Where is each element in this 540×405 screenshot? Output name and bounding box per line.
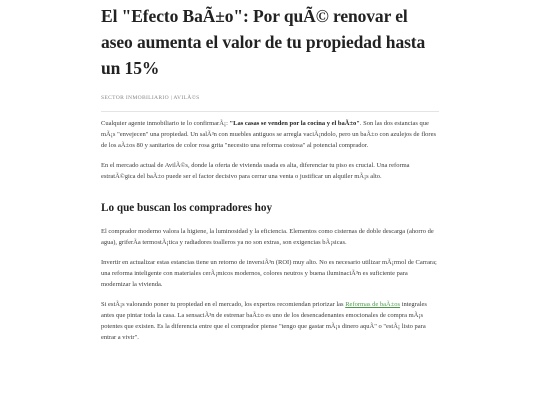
paragraph-intro [101, 118, 439, 151]
paragraph-market: En el mercado actual de AvilÃ©s, donde la oferta de vivienda usada es alta, diferenciar tu piso es crucial. Una reforma estratÃ©gica del baÃ±o puede ser el factor decisivo para cerrar una venta o justificar un alquiler mÃ¡s alto. [101, 162, 410, 180]
intro-quote: "Las casas se venden por la cocina y el baÃ±o" [229, 120, 360, 127]
section-heading: Lo que buscan los compradores hoy [101, 202, 273, 214]
article [101, 3, 439, 343]
paragraph-buyer: El comprador moderno valora la higiene, la luminosidad y la eficiencia. Elementos como cisternas de doble descarga (ahorro de agua), griferÃa termostÃ¡tica y radiadores toalleros ya no son extras, son exigencias bÃ¡sicas. [101, 228, 434, 246]
intro-text-start: Cualquier agente inmobiliario te lo confirmarÃ¡: [101, 120, 230, 127]
paragraph-investment: Invertir en actualizar estas estancias tiene un retorno de inversiÃ³n (ROI) muy alto. No es necesario utilizar mÃ¡rmol de Carrara; una reforma inteligente con materiales cerÃ¡micos modernos, colores neutros y buena iluminaciÃ³n es suficiente para modernizar la vivienda. [101, 259, 437, 288]
paragraph-recommendation [101, 299, 439, 343]
divider [101, 111, 439, 112]
recommendation-text-end: integrales antes que pintar toda la casa. La sensaciÃ³n de estrenar baÃ±o es uno de los desencadenantes emocionales de compra mÃ¡s potentes que existen. Es la diferencia entre que el comprador piense "tengo que gastar mÃ¡s dinero aquÃ" o "estÃ¡ listo para entrar a vivir". [101, 301, 427, 341]
article-title: El "Efecto BaÃ±o": Por quÃ© renovar el aseo aumenta el valor de tu propiedad hasta un 15% [101, 6, 426, 78]
intro-text-end: . Son las dos estancias que mÃ¡s "envejecen" una propiedad. Un salÃ³n con muebles antiguos se arregla vaciÃ¡ndolo, pero un baÃ±o con azulejos de flores de los aÃ±os 80 y sanitarios de color rosa grita "necesito una reforma costosa" al potencial comprador. [101, 120, 436, 149]
reformas-link[interactable]: Reformas de baÃ±os [345, 301, 401, 308]
recommendation-text-start: Si estÃ¡s valorando poner tu propiedad en el mercado, los expertos recomiendan priorizar las [101, 301, 346, 308]
article-meta: SECTOR INMOBILIARIO | AVILÃ©S [101, 95, 200, 101]
